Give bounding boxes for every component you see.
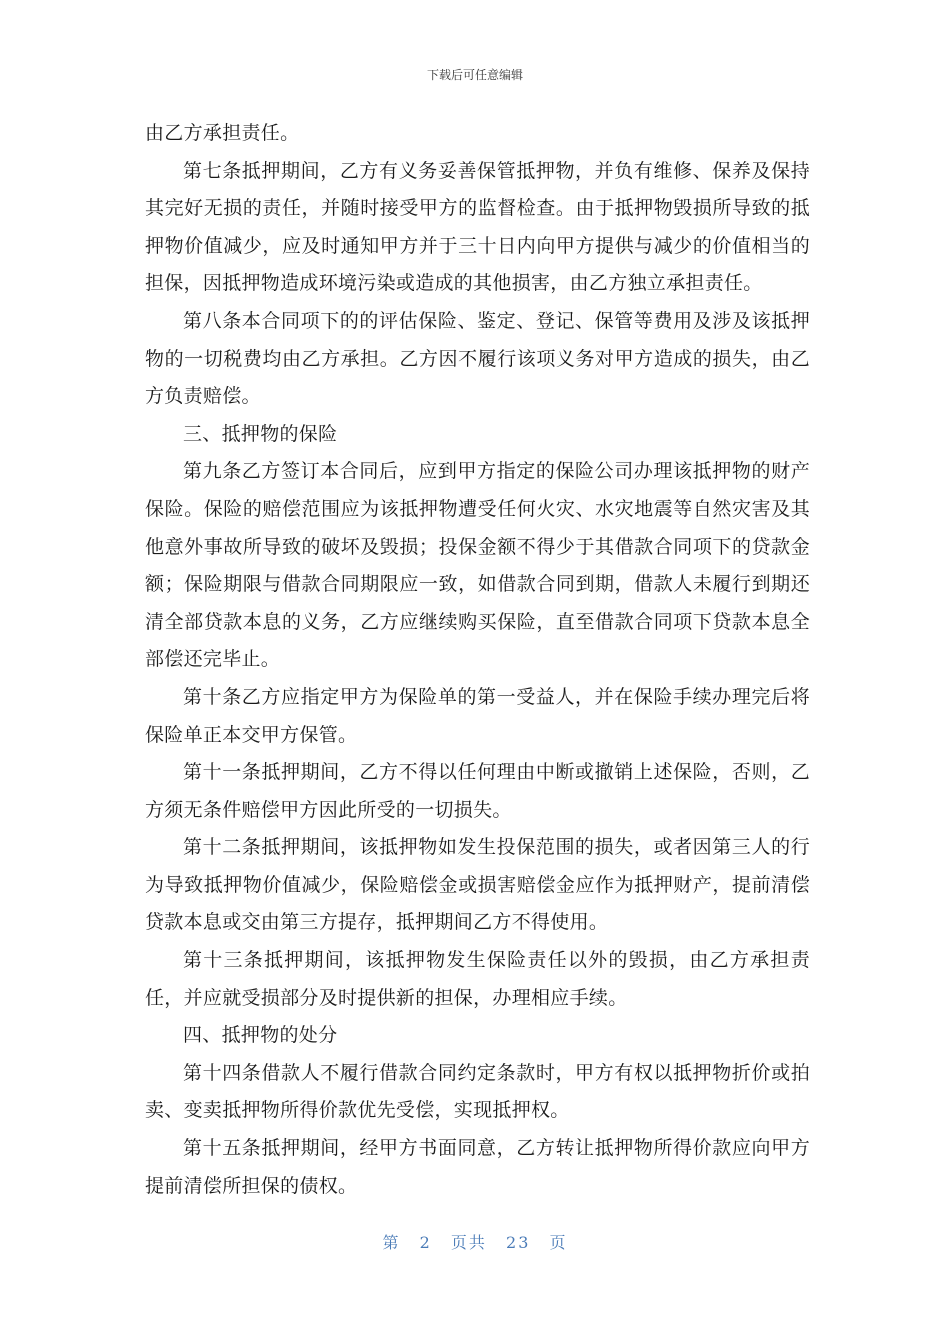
footer-prefix: 第 <box>382 1233 401 1252</box>
paragraph: 第九条乙方签订本合同后，应到甲方指定的保险公司办理该抵押物的财产保险。保险的赔偿范围应为该抵押物遭受任何火灾、水灾地震等自然灾害及其他意外事故所导致的破坏及毁损；投保金额不得少于其借款合同项下的贷款金额；保险期限与借款合同期限应一致，如借款合同到期，借款人未履行到期还清全部贷款本息的义务，乙方应继续购买保险，直至借款合同项下贷款本息全部偿还完毕止。 <box>145 460 810 671</box>
page-footer <box>0 1230 950 1253</box>
section-heading: 三、抵押物的保险 <box>183 422 338 445</box>
paragraph: 第七条抵押期间，乙方有义务妥善保管抵押物，并负有维修、保养及保持其完好无损的责任，并随时接受甲方的监督检查。由于抵押物毁损所导致的抵押物价值减少，应及时通知甲方并于三十日内向甲方提供与减少的价值相当的担保，因抵押物造成环境污染或造成的其他损害，由乙方独立承担责任。 <box>145 159 810 295</box>
paragraph: 第八条本合同项下的的评估保险、鉴定、登记、保管等费用及涉及该抵押物的一切税费均由乙方承担。乙方因不履行该项义务对甲方造成的损失，由乙方负责赔偿。 <box>145 309 810 408</box>
paragraph: 由乙方承担责任。 <box>145 122 300 144</box>
total-page-count: 23 <box>506 1233 531 1252</box>
section-heading: 四、抵押物的处分 <box>183 1024 338 1047</box>
footer-suffix: 页 <box>549 1233 568 1252</box>
page-header: 下载后可任意编辑 <box>426 68 523 82</box>
paragraph: 第十条乙方应指定甲方为保险单的第一受益人，并在保险手续办理完后将保险单正本交甲方保管。 <box>145 685 810 746</box>
document-body <box>145 115 810 1205</box>
paragraph: 第十一条抵押期间，乙方不得以任何理由中断或撤销上述保险，否则，乙方须无条件赔偿甲方因此所受的一切损失。 <box>145 761 810 821</box>
current-page-number: 2 <box>419 1233 432 1252</box>
paragraph: 第十四条借款人不履行借款合同约定条款时，甲方有权以抵押物折价或拍卖、变卖抵押物所得价款优先受偿，实现抵押权。 <box>145 1061 810 1122</box>
paragraph: 第十五条抵押期间，经甲方书面同意，乙方转让抵押物所得价款应向甲方提前清偿所担保的债权。 <box>145 1137 810 1197</box>
paragraph: 第十三条抵押期间，该抵押物发生保险责任以外的毁损，由乙方承担责任，并应就受损部分及时提供新的担保，办理相应手续。 <box>145 949 810 1009</box>
paragraph: 第十二条抵押期间，该抵押物如发生投保范围的损失，或者因第三人的行为导致抵押物价值减少，保险赔偿金或损害赔偿金应作为抵押财产，提前清偿贷款本息或交由第三方提存，抵押期间乙方不得使用。 <box>145 836 810 934</box>
footer-middle: 页共 <box>450 1233 487 1252</box>
